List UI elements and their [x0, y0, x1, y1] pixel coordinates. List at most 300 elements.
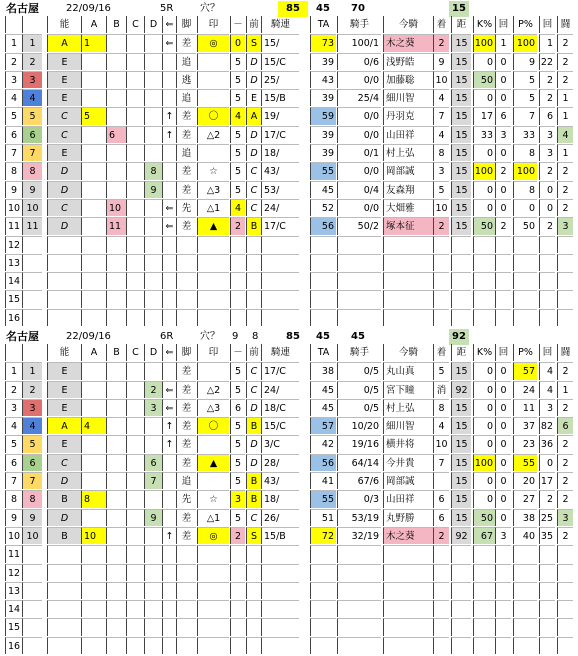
cell-name: 細川智 — [383, 417, 433, 434]
cell-kyaku: 差 — [176, 399, 196, 416]
cell-n1: 5 — [5, 107, 22, 124]
cell-chaku — [433, 564, 449, 581]
cell-minus: 2 — [230, 217, 245, 234]
cell-tou: 2 — [557, 162, 573, 179]
cell-d — [144, 272, 162, 289]
cell-kai: 6 — [495, 107, 511, 124]
top-dist: 15 — [449, 1, 469, 17]
cell-ta: 39 — [310, 144, 336, 161]
cell-b: 6 — [106, 126, 126, 143]
cell-a — [81, 509, 106, 526]
cell-dist: 15 — [451, 71, 471, 88]
cell-name — [383, 309, 433, 326]
cell-n1: 2 — [5, 381, 22, 398]
cell-n2 — [22, 564, 42, 581]
cell-mae — [246, 564, 261, 581]
cell-mae: C — [246, 181, 261, 198]
column-header: － — [230, 16, 245, 33]
cell-n2: 3 — [22, 71, 42, 88]
cell-dist — [451, 618, 471, 635]
cell-jockey — [337, 290, 381, 307]
cell-n2: 8 — [22, 490, 42, 507]
cell-pp — [513, 254, 537, 271]
cell-nou: E — [47, 362, 81, 379]
extra-1: 9 — [232, 331, 239, 342]
cell-kp: 0 — [473, 417, 495, 434]
cell-ta — [310, 582, 336, 599]
cell-tou: 2 — [557, 34, 573, 51]
cell-a — [81, 236, 106, 253]
column-header: 今騎 — [383, 344, 433, 361]
cell-kp: 100 — [473, 454, 495, 471]
cell-n1: 8 — [5, 490, 22, 507]
cell-n2 — [22, 254, 42, 271]
cell-kai: 0 — [495, 362, 511, 379]
cell-kp: 100 — [473, 162, 495, 179]
cell-n1: 15 — [5, 618, 22, 635]
cell-mae: C — [246, 162, 261, 179]
cell-d: 8 — [144, 162, 162, 179]
cell-shirushi — [197, 582, 229, 599]
cell-kyaku: 追 — [176, 89, 196, 106]
cell-d — [144, 582, 162, 599]
cell-kyaku — [176, 545, 196, 562]
cell-d — [144, 564, 162, 581]
cell-tou: 3 — [557, 509, 573, 526]
cell-dist: 15 — [451, 472, 471, 489]
cell-minus: 5 — [230, 509, 245, 526]
cell-tou: 1 — [557, 107, 573, 124]
cell-n2 — [22, 309, 42, 326]
column-header: D — [144, 344, 162, 361]
cell-jockey: 50/2 — [337, 217, 381, 234]
cell-tou — [557, 309, 573, 326]
cell-c — [126, 472, 144, 489]
cell-dist: 15 — [451, 126, 471, 143]
cell-a: 1 — [81, 34, 106, 51]
cell-arr — [162, 637, 176, 654]
cell-pp: 20 — [513, 472, 537, 489]
cell-renren — [261, 545, 299, 562]
cell-chaku: 4 — [433, 417, 449, 434]
cell-jockey: 53/19 — [337, 509, 381, 526]
cell-kai2: 82 — [539, 417, 555, 434]
cell-b — [106, 236, 126, 253]
cell-dist — [451, 290, 471, 307]
cell-b — [106, 53, 126, 70]
cell-c — [126, 637, 144, 654]
cell-minus — [230, 618, 245, 635]
cell-c — [126, 89, 144, 106]
cell-a — [81, 564, 106, 581]
cell-arr: ⇐ — [162, 381, 176, 398]
cell-d — [144, 107, 162, 124]
cell-tou: 2 — [557, 472, 573, 489]
cell-nou — [47, 272, 81, 289]
cell-c — [126, 417, 144, 434]
cell-minus: 5 — [230, 162, 245, 179]
cell-renren: 28/ — [261, 454, 299, 471]
cell-shirushi — [197, 309, 229, 326]
top-renren: 85 — [278, 1, 308, 17]
cell-shirushi — [197, 637, 229, 654]
cell-d — [144, 600, 162, 617]
cell-dist — [451, 254, 471, 271]
cell-pp — [513, 545, 537, 562]
cell-shirushi: △2 — [197, 126, 229, 143]
race-block-6r — [0, 328, 578, 656]
cell-kai: 0 — [495, 53, 511, 70]
cell-shirushi: 〇 — [197, 417, 229, 434]
cell-shirushi: ▲ — [197, 454, 229, 471]
cell-mae: C — [246, 199, 261, 216]
cell-name: 木之葵 — [383, 34, 433, 51]
cell-chaku — [433, 272, 449, 289]
column-header: ⇐ — [162, 16, 176, 33]
extra-2: 8 — [252, 331, 259, 342]
cell-minus: 5 — [230, 417, 245, 434]
cell-minus: 3 — [230, 490, 245, 507]
cell-a — [81, 199, 106, 216]
cell-b — [106, 290, 126, 307]
cell-dist — [451, 600, 471, 617]
cell-renren — [261, 564, 299, 581]
cell-kp — [473, 290, 495, 307]
cell-dist: 15 — [451, 53, 471, 70]
cell-kp: 50 — [473, 509, 495, 526]
cell-kai2 — [539, 236, 555, 253]
cell-minus — [230, 254, 245, 271]
cell-ta — [310, 309, 336, 326]
cell-d — [144, 144, 162, 161]
cell-pp — [513, 582, 537, 599]
cell-jockey: 10/20 — [337, 417, 381, 434]
cell-arr: ⇐ — [162, 34, 176, 51]
cell-pp — [513, 309, 537, 326]
cell-c — [126, 435, 144, 452]
cell-dist — [451, 545, 471, 562]
cell-ta: 39 — [310, 89, 336, 106]
cell-renren — [261, 582, 299, 599]
cell-mae: D — [246, 144, 261, 161]
column-header: D — [144, 16, 162, 33]
cell-nou — [47, 545, 81, 562]
cell-shirushi — [197, 272, 229, 289]
cell-tou: 2 — [557, 199, 573, 216]
cell-kyaku — [176, 272, 196, 289]
column-header: 能 — [47, 16, 81, 33]
cell-kai: 0 — [495, 399, 511, 416]
cell-renren: 17/C — [261, 217, 299, 234]
cell-chaku: 7 — [433, 454, 449, 471]
cell-kai: 3 — [495, 527, 511, 544]
cell-pp: 9 — [513, 53, 537, 70]
cell-chaku — [433, 545, 449, 562]
cell-arr — [162, 545, 176, 562]
cell-n1: 16 — [5, 309, 22, 326]
cell-kp: 0 — [473, 399, 495, 416]
cell-mae — [246, 290, 261, 307]
cell-n1: 11 — [5, 545, 22, 562]
cell-n1: 13 — [5, 582, 22, 599]
cell-chaku — [433, 600, 449, 617]
cell-n1: 4 — [5, 89, 22, 106]
cell-a: 8 — [81, 490, 106, 507]
cell-d — [144, 362, 162, 379]
cell-tou: 4 — [557, 126, 573, 143]
cell-b — [106, 381, 126, 398]
cell-kai2 — [539, 582, 555, 599]
cell-kai: 0 — [495, 435, 511, 452]
cell-b — [106, 162, 126, 179]
cell-kai2: 36 — [539, 435, 555, 452]
cell-d — [144, 236, 162, 253]
cell-renren: 17/C — [261, 362, 299, 379]
cell-d: 6 — [144, 454, 162, 471]
cell-n2 — [22, 582, 42, 599]
cell-kai2: 25 — [539, 509, 555, 526]
cell-minus — [230, 582, 245, 599]
cell-dist — [451, 309, 471, 326]
cell-n2: 9 — [22, 181, 42, 198]
race-number: 5R — [160, 3, 174, 14]
cell-n1: 9 — [5, 181, 22, 198]
cell-kai — [495, 309, 511, 326]
cell-renren: 19/ — [261, 107, 299, 124]
cell-renren: 25/ — [261, 71, 299, 88]
cell-kp — [473, 637, 495, 654]
cell-renren: 3/C — [261, 435, 299, 452]
column-header: 距 — [451, 16, 471, 33]
cell-kp: 17 — [473, 107, 495, 124]
cell-shirushi — [197, 362, 229, 379]
cell-c — [126, 236, 144, 253]
cell-n1: 14 — [5, 272, 22, 289]
cell-pp: 24 — [513, 381, 537, 398]
cell-pp: 40 — [513, 527, 537, 544]
cell-name: 大畑雅 — [383, 199, 433, 216]
cell-nou: E — [47, 435, 81, 452]
cell-minus — [230, 272, 245, 289]
cell-minus: 5 — [230, 381, 245, 398]
cell-jockey: 25/4 — [337, 89, 381, 106]
cell-dist: 15 — [451, 217, 471, 234]
cell-mae: C — [246, 362, 261, 379]
cell-d — [144, 545, 162, 562]
cell-n2: 3 — [22, 399, 42, 416]
cell-kyaku: 差 — [176, 509, 196, 526]
cell-pp: 55 — [513, 454, 537, 471]
cell-kp: 100 — [473, 34, 495, 51]
cell-n1: 3 — [5, 71, 22, 88]
cell-pp — [513, 564, 537, 581]
cell-shirushi: △1 — [197, 199, 229, 216]
cell-nou: C — [47, 126, 81, 143]
cell-kai2: 0 — [539, 454, 555, 471]
cell-a — [81, 89, 106, 106]
cell-n1: 1 — [5, 34, 22, 51]
cell-nou: E — [47, 89, 81, 106]
cell-nou — [47, 618, 81, 635]
cell-arr: ↑ — [162, 126, 176, 143]
cell-mae: E — [246, 89, 261, 106]
cell-a — [81, 454, 106, 471]
cell-ta: 39 — [310, 126, 336, 143]
cell-b — [106, 618, 126, 635]
cell-kyaku: 差 — [176, 126, 196, 143]
cell-a — [81, 600, 106, 617]
cell-b — [106, 435, 126, 452]
cell-d — [144, 618, 162, 635]
cell-a — [81, 381, 106, 398]
cell-arr: ↑ — [162, 435, 176, 452]
cell-kp: 0 — [473, 381, 495, 398]
column-header: 前 — [246, 344, 261, 361]
cell-d — [144, 309, 162, 326]
cell-ta — [310, 618, 336, 635]
cell-nou: E — [47, 381, 81, 398]
cell-n1: 6 — [5, 454, 22, 471]
cell-minus — [230, 309, 245, 326]
cell-name: 細川智 — [383, 89, 433, 106]
cell-kyaku — [176, 637, 196, 654]
cell-renren: 24/ — [261, 199, 299, 216]
cell-n2: 8 — [22, 162, 42, 179]
cell-kp: 0 — [473, 472, 495, 489]
cell-c — [126, 545, 144, 562]
cell-d — [144, 71, 162, 88]
cell-b — [106, 89, 126, 106]
cell-nou: D — [47, 162, 81, 179]
cell-chaku: 3 — [433, 162, 449, 179]
cell-pp: 57 — [513, 362, 537, 379]
cell-minus: 5 — [230, 435, 245, 452]
column-header: C — [126, 344, 144, 361]
cell-pp: 100 — [513, 162, 537, 179]
cell-nou: C — [47, 454, 81, 471]
cell-b — [106, 272, 126, 289]
cell-dist: 15 — [451, 107, 471, 124]
cell-name: 加藤聡 — [383, 71, 433, 88]
cell-mae: A — [246, 107, 261, 124]
cell-renren: 43/ — [261, 162, 299, 179]
cell-kp — [473, 254, 495, 271]
cell-nou: E — [47, 144, 81, 161]
cell-dist: 15 — [451, 144, 471, 161]
cell-d — [144, 89, 162, 106]
cell-b — [106, 309, 126, 326]
cell-jockey: 19/16 — [337, 435, 381, 452]
top-dist: 92 — [449, 329, 469, 345]
cell-d — [144, 53, 162, 70]
cell-n2: 1 — [22, 362, 42, 379]
cell-dist — [451, 582, 471, 599]
cell-jockey: 67/6 — [337, 472, 381, 489]
cell-kai2: 6 — [539, 107, 555, 124]
cell-jockey: 0/0 — [337, 199, 381, 216]
race-date: 22/09/16 — [66, 331, 111, 342]
cell-tou — [557, 290, 573, 307]
cell-jockey: 0/0 — [337, 126, 381, 143]
cell-mae: C — [246, 509, 261, 526]
cell-c — [126, 126, 144, 143]
cell-n2: 1 — [22, 34, 42, 51]
cell-kyaku: 差 — [176, 454, 196, 471]
cell-arr — [162, 71, 176, 88]
cell-chaku: 4 — [433, 126, 449, 143]
cell-dist: 15 — [451, 34, 471, 51]
cell-n2: 2 — [22, 381, 42, 398]
cell-jockey: 0/3 — [337, 490, 381, 507]
cell-renren: 18/ — [261, 144, 299, 161]
cell-ta: 39 — [310, 53, 336, 70]
cell-renren: 15/ — [261, 34, 299, 51]
cell-n1: 5 — [5, 435, 22, 452]
cell-chaku: 8 — [433, 144, 449, 161]
cell-renren — [261, 272, 299, 289]
cell-chaku: 5 — [433, 181, 449, 198]
cell-kp: 0 — [473, 435, 495, 452]
cell-b — [106, 454, 126, 471]
cell-ta: 55 — [310, 162, 336, 179]
cell-n2 — [22, 600, 42, 617]
cell-kyaku: 差 — [176, 527, 196, 544]
cell-pp: 100 — [513, 34, 537, 51]
cell-name — [383, 637, 433, 654]
column-header: K% — [473, 16, 495, 33]
cell-n1: 7 — [5, 472, 22, 489]
cell-tou — [557, 564, 573, 581]
cell-c — [126, 254, 144, 271]
cell-kai: 0 — [495, 144, 511, 161]
cell-kai2: 35 — [539, 527, 555, 544]
cell-kp — [473, 600, 495, 617]
cell-kai: 0 — [495, 181, 511, 198]
cell-renren — [261, 637, 299, 654]
cell-shirushi — [197, 290, 229, 307]
cell-ta — [310, 254, 336, 271]
cell-tou — [557, 582, 573, 599]
cell-n1: 10 — [5, 199, 22, 216]
cell-dist: 15 — [451, 490, 471, 507]
cell-arr — [162, 509, 176, 526]
cell-tou: 2 — [557, 490, 573, 507]
cell-chaku — [433, 618, 449, 635]
cell-tou: 2 — [557, 399, 573, 416]
cell-minus: 5 — [230, 53, 245, 70]
cell-kp: 0 — [473, 181, 495, 198]
cell-jockey: 64/14 — [337, 454, 381, 471]
column-header: 回 — [539, 16, 555, 33]
cell-kai2: 4 — [539, 362, 555, 379]
cell-a — [81, 399, 106, 416]
cell-pp: 8 — [513, 181, 537, 198]
column-header: 着 — [433, 344, 449, 361]
cell-mae: D — [246, 53, 261, 70]
cell-name: 山田祥 — [383, 490, 433, 507]
cell-arr — [162, 89, 176, 106]
cell-name — [383, 618, 433, 635]
column-header: 能 — [47, 344, 81, 361]
cell-chaku — [433, 290, 449, 307]
cell-kai: 2 — [495, 162, 511, 179]
cell-kai2 — [539, 618, 555, 635]
cell-n2: 11 — [22, 217, 42, 234]
cell-name: 村上弘 — [383, 144, 433, 161]
cell-nou: E — [47, 399, 81, 416]
cell-kai — [495, 272, 511, 289]
cell-mae — [246, 254, 261, 271]
